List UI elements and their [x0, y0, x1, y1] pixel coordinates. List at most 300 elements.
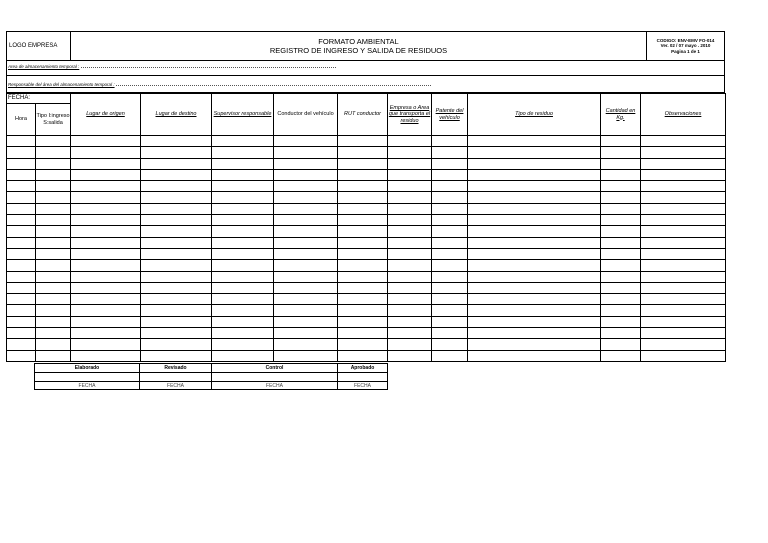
table-row — [7, 226, 726, 237]
cell-empresa[interactable] — [388, 271, 432, 282]
cell-patente[interactable] — [432, 192, 468, 203]
table-row — [7, 158, 726, 169]
cell-patente[interactable] — [432, 339, 468, 350]
cell-observaciones[interactable] — [641, 192, 726, 203]
cell-supervisor[interactable] — [212, 237, 274, 248]
cell-empresa[interactable] — [388, 215, 432, 226]
col-lugar-origen: Lugar de origen — [71, 94, 141, 136]
cell-cantidad[interactable] — [601, 271, 641, 282]
header-table — [6, 31, 725, 61]
cell-rut[interactable] — [338, 282, 388, 293]
cell-supervisor[interactable] — [212, 248, 274, 259]
cell-lugar-destino[interactable] — [141, 316, 212, 327]
cell-conductor[interactable] — [274, 181, 338, 192]
cell-cantidad[interactable] — [601, 136, 641, 147]
table-row — [7, 271, 726, 282]
cell-tipo-residuo[interactable] — [468, 305, 601, 316]
cell-tipo[interactable] — [36, 158, 71, 169]
cell-supervisor[interactable] — [212, 316, 274, 327]
cell-tipo[interactable] — [36, 282, 71, 293]
cell-tipo[interactable] — [36, 181, 71, 192]
cell-tipo[interactable] — [36, 136, 71, 147]
form-subtitle: REGISTRO DE INGRESO Y SALIDA DE RESIDUOS — [269, 46, 448, 55]
cell-hora[interactable] — [7, 260, 36, 271]
cell-hora[interactable] — [7, 294, 36, 305]
sig-elaborado-fecha: FECHA — [35, 382, 140, 390]
cell-patente[interactable] — [432, 147, 468, 158]
cell-conductor[interactable] — [274, 192, 338, 203]
cell-lugar-destino[interactable] — [141, 294, 212, 305]
cell-conductor[interactable] — [274, 328, 338, 339]
cell-rut[interactable] — [338, 260, 388, 271]
cell-supervisor[interactable] — [212, 328, 274, 339]
fecha-label: FECHA: — [8, 95, 31, 102]
logo-text: LOGO EMPRESA — [9, 43, 58, 49]
cell-patente[interactable] — [432, 181, 468, 192]
cell-conductor[interactable] — [274, 248, 338, 259]
cell-observaciones[interactable] — [641, 350, 726, 361]
cell-lugar-destino[interactable] — [141, 271, 212, 282]
cell-conductor[interactable] — [274, 147, 338, 158]
col-hora: Hora — [7, 104, 36, 136]
sig-elaborado: Elaborado — [35, 364, 140, 373]
fecha-cell[interactable] — [7, 94, 71, 104]
cell-rut[interactable] — [338, 158, 388, 169]
cell-empresa[interactable] — [388, 260, 432, 271]
cell-conductor[interactable] — [274, 169, 338, 180]
cell-rut[interactable] — [338, 203, 388, 214]
cell-lugar-origen[interactable] — [71, 248, 141, 259]
cell-tipo-residuo[interactable] — [468, 294, 601, 305]
cell-tipo[interactable] — [36, 169, 71, 180]
cell-cantidad[interactable] — [601, 339, 641, 350]
table-row — [7, 328, 726, 339]
cell-empresa[interactable] — [388, 305, 432, 316]
cell-tipo[interactable] — [36, 339, 71, 350]
cell-supervisor[interactable] — [212, 305, 274, 316]
col-cantidad: Cantidad en Kg. — [601, 94, 641, 136]
table-row — [7, 203, 726, 214]
cell-cantidad[interactable] — [601, 203, 641, 214]
cell-empresa[interactable] — [388, 136, 432, 147]
cell-empresa[interactable] — [388, 147, 432, 158]
cell-patente[interactable] — [432, 350, 468, 361]
cell-empresa[interactable] — [388, 181, 432, 192]
cell-tipo[interactable] — [36, 294, 71, 305]
cell-lugar-origen[interactable] — [71, 215, 141, 226]
cell-lugar-origen[interactable] — [71, 328, 141, 339]
cell-hora[interactable] — [7, 192, 36, 203]
cell-rut[interactable] — [338, 339, 388, 350]
cell-patente[interactable] — [432, 305, 468, 316]
cell-patente[interactable] — [432, 271, 468, 282]
cell-tipo-residuo[interactable] — [468, 158, 601, 169]
cell-hora[interactable] — [7, 215, 36, 226]
cell-conductor[interactable] — [274, 350, 338, 361]
cell-cantidad[interactable] — [601, 260, 641, 271]
cell-hora[interactable] — [7, 226, 36, 237]
cell-tipo-residuo[interactable] — [468, 316, 601, 327]
cell-rut[interactable] — [338, 147, 388, 158]
cell-tipo[interactable] — [36, 350, 71, 361]
cell-cantidad[interactable] — [601, 248, 641, 259]
cell-tipo-residuo[interactable] — [468, 192, 601, 203]
col-tipo-residuo: Tipo de residuo — [468, 94, 601, 136]
cell-cantidad[interactable] — [601, 237, 641, 248]
cell-empresa[interactable] — [388, 192, 432, 203]
cell-patente[interactable] — [432, 248, 468, 259]
cell-tipo-residuo[interactable] — [468, 136, 601, 147]
cell-lugar-origen[interactable] — [71, 316, 141, 327]
cell-lugar-destino[interactable] — [141, 136, 212, 147]
cell-lugar-destino[interactable] — [141, 226, 212, 237]
cell-observaciones[interactable] — [641, 316, 726, 327]
cell-rut[interactable] — [338, 248, 388, 259]
cell-lugar-origen[interactable] — [71, 136, 141, 147]
cell-tipo[interactable] — [36, 192, 71, 203]
cell-tipo[interactable] — [36, 203, 71, 214]
cell-rut[interactable] — [338, 192, 388, 203]
registry-table — [6, 93, 726, 362]
cell-observaciones[interactable] — [641, 294, 726, 305]
cell-tipo-residuo[interactable] — [468, 328, 601, 339]
cell-tipo[interactable] — [36, 147, 71, 158]
responsable-field[interactable] — [116, 85, 431, 86]
cell-lugar-origen[interactable] — [71, 339, 141, 350]
cell-supervisor[interactable] — [212, 339, 274, 350]
cell-hora[interactable] — [7, 169, 36, 180]
cell-lugar-destino[interactable] — [141, 181, 212, 192]
cell-lugar-destino[interactable] — [141, 192, 212, 203]
cell-conductor[interactable] — [274, 237, 338, 248]
cell-empresa[interactable] — [388, 316, 432, 327]
cell-observaciones[interactable] — [641, 215, 726, 226]
col-rut: RUT conductor — [338, 94, 388, 136]
cell-tipo[interactable] — [36, 237, 71, 248]
cell-empresa[interactable] — [388, 226, 432, 237]
cell-supervisor[interactable] — [212, 169, 274, 180]
cell-tipo[interactable] — [36, 305, 71, 316]
cell-conductor[interactable] — [274, 260, 338, 271]
cell-rut[interactable] — [338, 136, 388, 147]
cell-hora[interactable] — [7, 316, 36, 327]
table-row — [7, 169, 726, 180]
cell-observaciones[interactable] — [641, 248, 726, 259]
col-conductor: Conductor del vehículo — [274, 94, 338, 136]
cell-lugar-destino[interactable] — [141, 328, 212, 339]
cell-tipo-residuo[interactable] — [468, 203, 601, 214]
cell-lugar-origen[interactable] — [71, 260, 141, 271]
cell-lugar-origen[interactable] — [71, 350, 141, 361]
cell-conductor[interactable] — [274, 339, 338, 350]
cell-supervisor[interactable] — [212, 192, 274, 203]
cell-hora[interactable] — [7, 158, 36, 169]
cell-supervisor[interactable] — [212, 215, 274, 226]
cell-lugar-origen[interactable] — [71, 237, 141, 248]
cell-hora[interactable] — [7, 181, 36, 192]
cell-observaciones[interactable] — [641, 282, 726, 293]
cell-lugar-destino[interactable] — [141, 147, 212, 158]
cell-observaciones[interactable] — [641, 158, 726, 169]
cell-observaciones[interactable] — [641, 260, 726, 271]
cell-lugar-destino[interactable] — [141, 339, 212, 350]
col-supervisor: Supervisor responsable — [212, 94, 274, 136]
cell-rut[interactable] — [338, 215, 388, 226]
cell-tipo-residuo[interactable] — [468, 339, 601, 350]
cell-lugar-destino[interactable] — [141, 260, 212, 271]
cell-lugar-origen[interactable] — [71, 169, 141, 180]
cell-empresa[interactable] — [388, 203, 432, 214]
cell-supervisor[interactable] — [212, 203, 274, 214]
cell-supervisor[interactable] — [212, 181, 274, 192]
table-row — [7, 192, 726, 203]
cell-tipo-residuo[interactable] — [468, 226, 601, 237]
cell-rut[interactable] — [338, 305, 388, 316]
sig-control: Control — [212, 364, 338, 373]
cell-observaciones[interactable] — [641, 203, 726, 214]
cell-cantidad[interactable] — [601, 192, 641, 203]
cell-observaciones[interactable] — [641, 328, 726, 339]
cell-cantidad[interactable] — [601, 147, 641, 158]
cell-empresa[interactable] — [388, 169, 432, 180]
cell-rut[interactable] — [338, 237, 388, 248]
area-row — [6, 61, 725, 76]
cell-hora[interactable] — [7, 339, 36, 350]
cell-rut[interactable] — [338, 181, 388, 192]
cell-empresa[interactable] — [388, 237, 432, 248]
sig-aprobado-field[interactable] — [338, 373, 388, 382]
cell-empresa[interactable] — [388, 339, 432, 350]
cell-tipo-residuo[interactable] — [468, 169, 601, 180]
table-row — [7, 282, 726, 293]
cell-lugar-origen[interactable] — [71, 271, 141, 282]
cell-conductor[interactable] — [274, 282, 338, 293]
cell-rut[interactable] — [338, 169, 388, 180]
cell-supervisor[interactable] — [212, 158, 274, 169]
cell-patente[interactable] — [432, 169, 468, 180]
cell-patente[interactable] — [432, 215, 468, 226]
cell-rut[interactable] — [338, 226, 388, 237]
cell-lugar-origen[interactable] — [71, 282, 141, 293]
cell-patente[interactable] — [432, 226, 468, 237]
cell-tipo-residuo[interactable] — [468, 147, 601, 158]
cell-empresa[interactable] — [388, 248, 432, 259]
cell-patente[interactable] — [432, 260, 468, 271]
logo-cell — [7, 32, 71, 61]
table-row — [7, 215, 726, 226]
table-row — [7, 248, 726, 259]
cell-tipo[interactable] — [36, 271, 71, 282]
cell-conductor[interactable] — [274, 316, 338, 327]
cell-tipo[interactable] — [36, 215, 71, 226]
cell-cantidad[interactable] — [601, 226, 641, 237]
sig-revisado-fecha: FECHA — [140, 382, 212, 390]
cell-tipo-residuo[interactable] — [468, 248, 601, 259]
code-cell — [647, 32, 725, 61]
col-patente: Patente del vehículo — [432, 94, 468, 136]
cell-empresa[interactable] — [388, 282, 432, 293]
table-row — [7, 350, 726, 361]
area-field[interactable] — [81, 67, 336, 68]
cell-supervisor[interactable] — [212, 294, 274, 305]
cell-cantidad[interactable] — [601, 328, 641, 339]
table-row — [7, 181, 726, 192]
cell-lugar-destino[interactable] — [141, 282, 212, 293]
cell-supervisor[interactable] — [212, 147, 274, 158]
cell-supervisor[interactable] — [212, 271, 274, 282]
cell-lugar-destino[interactable] — [141, 158, 212, 169]
cell-lugar-destino[interactable] — [141, 237, 212, 248]
col-empresa: Empresa o Area que transporta el residuo — [388, 94, 432, 136]
cell-supervisor[interactable] — [212, 282, 274, 293]
cell-observaciones[interactable] — [641, 181, 726, 192]
cell-lugar-destino[interactable] — [141, 215, 212, 226]
cell-hora[interactable] — [7, 237, 36, 248]
cell-empresa[interactable] — [388, 158, 432, 169]
cell-rut[interactable] — [338, 350, 388, 361]
cell-observaciones[interactable] — [641, 136, 726, 147]
cell-supervisor[interactable] — [212, 226, 274, 237]
cell-lugar-origen[interactable] — [71, 158, 141, 169]
cell-lugar-destino[interactable] — [141, 203, 212, 214]
cell-supervisor[interactable] — [212, 260, 274, 271]
cell-lugar-origen[interactable] — [71, 147, 141, 158]
cell-tipo-residuo[interactable] — [468, 282, 601, 293]
table-row — [7, 316, 726, 327]
cell-patente[interactable] — [432, 136, 468, 147]
cell-cantidad[interactable] — [601, 350, 641, 361]
sig-elaborado-field[interactable] — [35, 373, 140, 382]
cell-lugar-origen[interactable] — [71, 226, 141, 237]
cell-cantidad[interactable] — [601, 158, 641, 169]
table-row — [7, 294, 726, 305]
cell-cantidad[interactable] — [601, 169, 641, 180]
cell-cantidad[interactable] — [601, 316, 641, 327]
table-row — [7, 136, 726, 147]
cell-tipo[interactable] — [36, 248, 71, 259]
cell-conductor[interactable] — [274, 203, 338, 214]
cell-observaciones[interactable] — [641, 237, 726, 248]
cell-tipo-residuo[interactable] — [468, 215, 601, 226]
cell-patente[interactable] — [432, 237, 468, 248]
cell-tipo[interactable] — [36, 226, 71, 237]
cell-lugar-destino[interactable] — [141, 305, 212, 316]
cell-patente[interactable] — [432, 158, 468, 169]
cell-lugar-destino[interactable] — [141, 350, 212, 361]
cell-conductor[interactable] — [274, 271, 338, 282]
cell-tipo-residuo[interactable] — [468, 350, 601, 361]
cell-observaciones[interactable] — [641, 339, 726, 350]
cell-conductor[interactable] — [274, 305, 338, 316]
cell-observaciones[interactable] — [641, 169, 726, 180]
cell-hora[interactable] — [7, 328, 36, 339]
cell-observaciones[interactable] — [641, 147, 726, 158]
cell-tipo[interactable] — [36, 316, 71, 327]
cell-observaciones[interactable] — [641, 226, 726, 237]
cell-cantidad[interactable] — [601, 181, 641, 192]
cell-hora[interactable] — [7, 305, 36, 316]
cell-cantidad[interactable] — [601, 282, 641, 293]
sig-revisado: Revisado — [140, 364, 212, 373]
cell-patente[interactable] — [432, 328, 468, 339]
cell-lugar-origen[interactable] — [71, 305, 141, 316]
cell-lugar-origen[interactable] — [71, 181, 141, 192]
col-tipo: Tipo I:ingreso S:salida — [36, 104, 71, 136]
cell-empresa[interactable] — [388, 294, 432, 305]
sig-revisado-field[interactable] — [140, 373, 212, 382]
cell-lugar-origen[interactable] — [71, 203, 141, 214]
cell-conductor[interactable] — [274, 226, 338, 237]
cell-tipo-residuo[interactable] — [468, 260, 601, 271]
cell-hora[interactable] — [7, 147, 36, 158]
cell-cantidad[interactable] — [601, 294, 641, 305]
sig-control-field[interactable] — [212, 373, 338, 382]
cell-supervisor[interactable] — [212, 350, 274, 361]
cell-tipo[interactable] — [36, 260, 71, 271]
cell-hora[interactable] — [7, 350, 36, 361]
cell-conductor[interactable] — [274, 136, 338, 147]
table-row — [7, 305, 726, 316]
cell-observaciones[interactable] — [641, 271, 726, 282]
cell-tipo-residuo[interactable] — [468, 181, 601, 192]
col-lugar-destino: Lugar de destino — [141, 94, 212, 136]
cell-empresa[interactable] — [388, 350, 432, 361]
cell-supervisor[interactable] — [212, 136, 274, 147]
table-row — [7, 147, 726, 158]
cell-conductor[interactable] — [274, 158, 338, 169]
col-observaciones: Observaciones — [641, 94, 726, 136]
cell-patente[interactable] — [432, 294, 468, 305]
cell-conductor[interactable] — [274, 215, 338, 226]
signature-table — [34, 363, 388, 390]
doc-version: Ver. 02 / 07 mayo . 2010 — [660, 43, 711, 49]
cell-tipo-residuo[interactable] — [468, 271, 601, 282]
sig-control-fecha: FECHA — [212, 382, 338, 390]
cell-hora[interactable] — [7, 248, 36, 259]
doc-code: CODIGO: ENV-EMV FO-014 — [656, 37, 715, 43]
cell-empresa[interactable] — [388, 328, 432, 339]
cell-hora[interactable] — [7, 136, 36, 147]
responsable-label: Responsable del área del almacenamiento temporal : — [8, 82, 115, 87]
cell-patente[interactable] — [432, 203, 468, 214]
cell-observaciones[interactable] — [641, 305, 726, 316]
cell-tipo-residuo[interactable] — [468, 237, 601, 248]
cell-patente[interactable] — [432, 316, 468, 327]
cell-hora[interactable] — [7, 282, 36, 293]
cell-lugar-destino[interactable] — [141, 169, 212, 180]
cell-tipo[interactable] — [36, 328, 71, 339]
doc-page: Pagina 1 de 1 — [671, 48, 700, 54]
sig-aprobado-fecha: FECHA — [338, 382, 388, 390]
table-row — [7, 260, 726, 271]
cell-cantidad[interactable] — [601, 305, 641, 316]
cell-rut[interactable] — [338, 316, 388, 327]
cell-rut[interactable] — [338, 294, 388, 305]
cell-hora[interactable] — [7, 271, 36, 282]
title-cell — [71, 32, 647, 61]
cell-hora[interactable] — [7, 203, 36, 214]
cell-rut[interactable] — [338, 328, 388, 339]
cell-patente[interactable] — [432, 282, 468, 293]
cell-cantidad[interactable] — [601, 215, 641, 226]
table-row — [7, 339, 726, 350]
cell-lugar-origen[interactable] — [71, 294, 141, 305]
area-label: Area de almacenamiento temporal : — [8, 64, 80, 69]
cell-conductor[interactable] — [274, 294, 338, 305]
cell-rut[interactable] — [338, 271, 388, 282]
cell-lugar-origen[interactable] — [71, 192, 141, 203]
cell-lugar-destino[interactable] — [141, 248, 212, 259]
